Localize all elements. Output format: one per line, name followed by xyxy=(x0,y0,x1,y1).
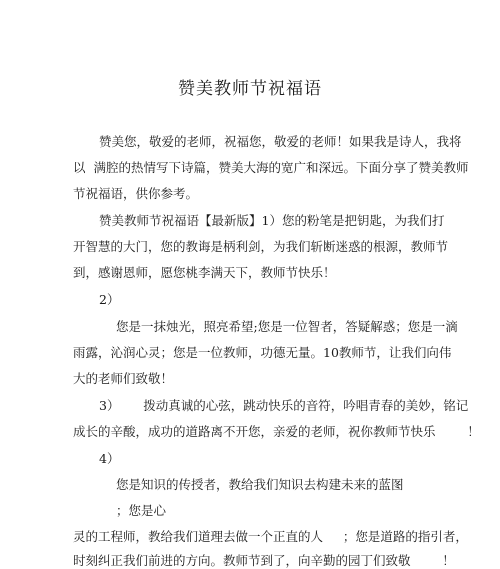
paragraph-2-line-1: 赞美教师节祝福语【最新版】1）您的粉笔是把钥匙，为我们打 xyxy=(99,213,445,228)
paragraph-1-line-1: 赞美您，敬爱的老师，祝福您，敬爱的老师！如果我是诗人，我将 xyxy=(99,134,462,149)
paragraph-1-line-3: 节祝福语，供你参考。 xyxy=(73,186,199,201)
paragraph-5-line-4: 时刻纠正我们前进的方向。教师节到了，向辛勤的园丁们致敬 ！ xyxy=(73,553,455,568)
document-title: 赞美教师节祝福语 xyxy=(178,79,322,99)
paragraph-5-line-1: 您是知识的传授者，教给我们知识去构建未来的蓝图 xyxy=(116,477,404,492)
paragraph-4-line-2: 成长的辛酸，成功的道路离不开您，亲爱的老师，祝你教师节快乐 ！ xyxy=(73,424,480,439)
paragraph-2-line-3: 到，感谢恩师，愿您桃李满天下，教师节快乐！ xyxy=(73,265,336,280)
paragraph-5-line-2: ；您是心 xyxy=(116,503,167,518)
item-number-4: 4） xyxy=(99,451,120,466)
paragraph-1-line-2: 以 满腔的热情写下诗篇，赞美大海的宽广和深远。下面分享了赞美教师 xyxy=(73,160,469,175)
paragraph-5-line-3: 灵的工程师，教给我们道理去做一个正直的人 ；您是道路的指引者， xyxy=(73,529,468,544)
paragraph-2-line-2: 开智慧的大门，您的教诲是柄利剑，为我们斩断迷惑的根源，教师节 xyxy=(73,239,449,254)
item-number-2: 2） xyxy=(99,292,120,307)
paragraph-3-line-2: 雨露，沁润心灵；您是一位教师，功德无量。10教师节，让我们向伟 xyxy=(73,345,452,360)
paragraph-4-line-1: 3） 拨动真诚的心弦，跳动快乐的音符，吟唱青春的美妙，铭记 xyxy=(99,398,469,413)
paragraph-3-line-3: 大的老师们致敬！ xyxy=(73,371,174,386)
paragraph-3-line-1: 您是一抹烛光，照亮希望;您是一位智者，答疑解惑；您是一滴 xyxy=(116,319,458,334)
